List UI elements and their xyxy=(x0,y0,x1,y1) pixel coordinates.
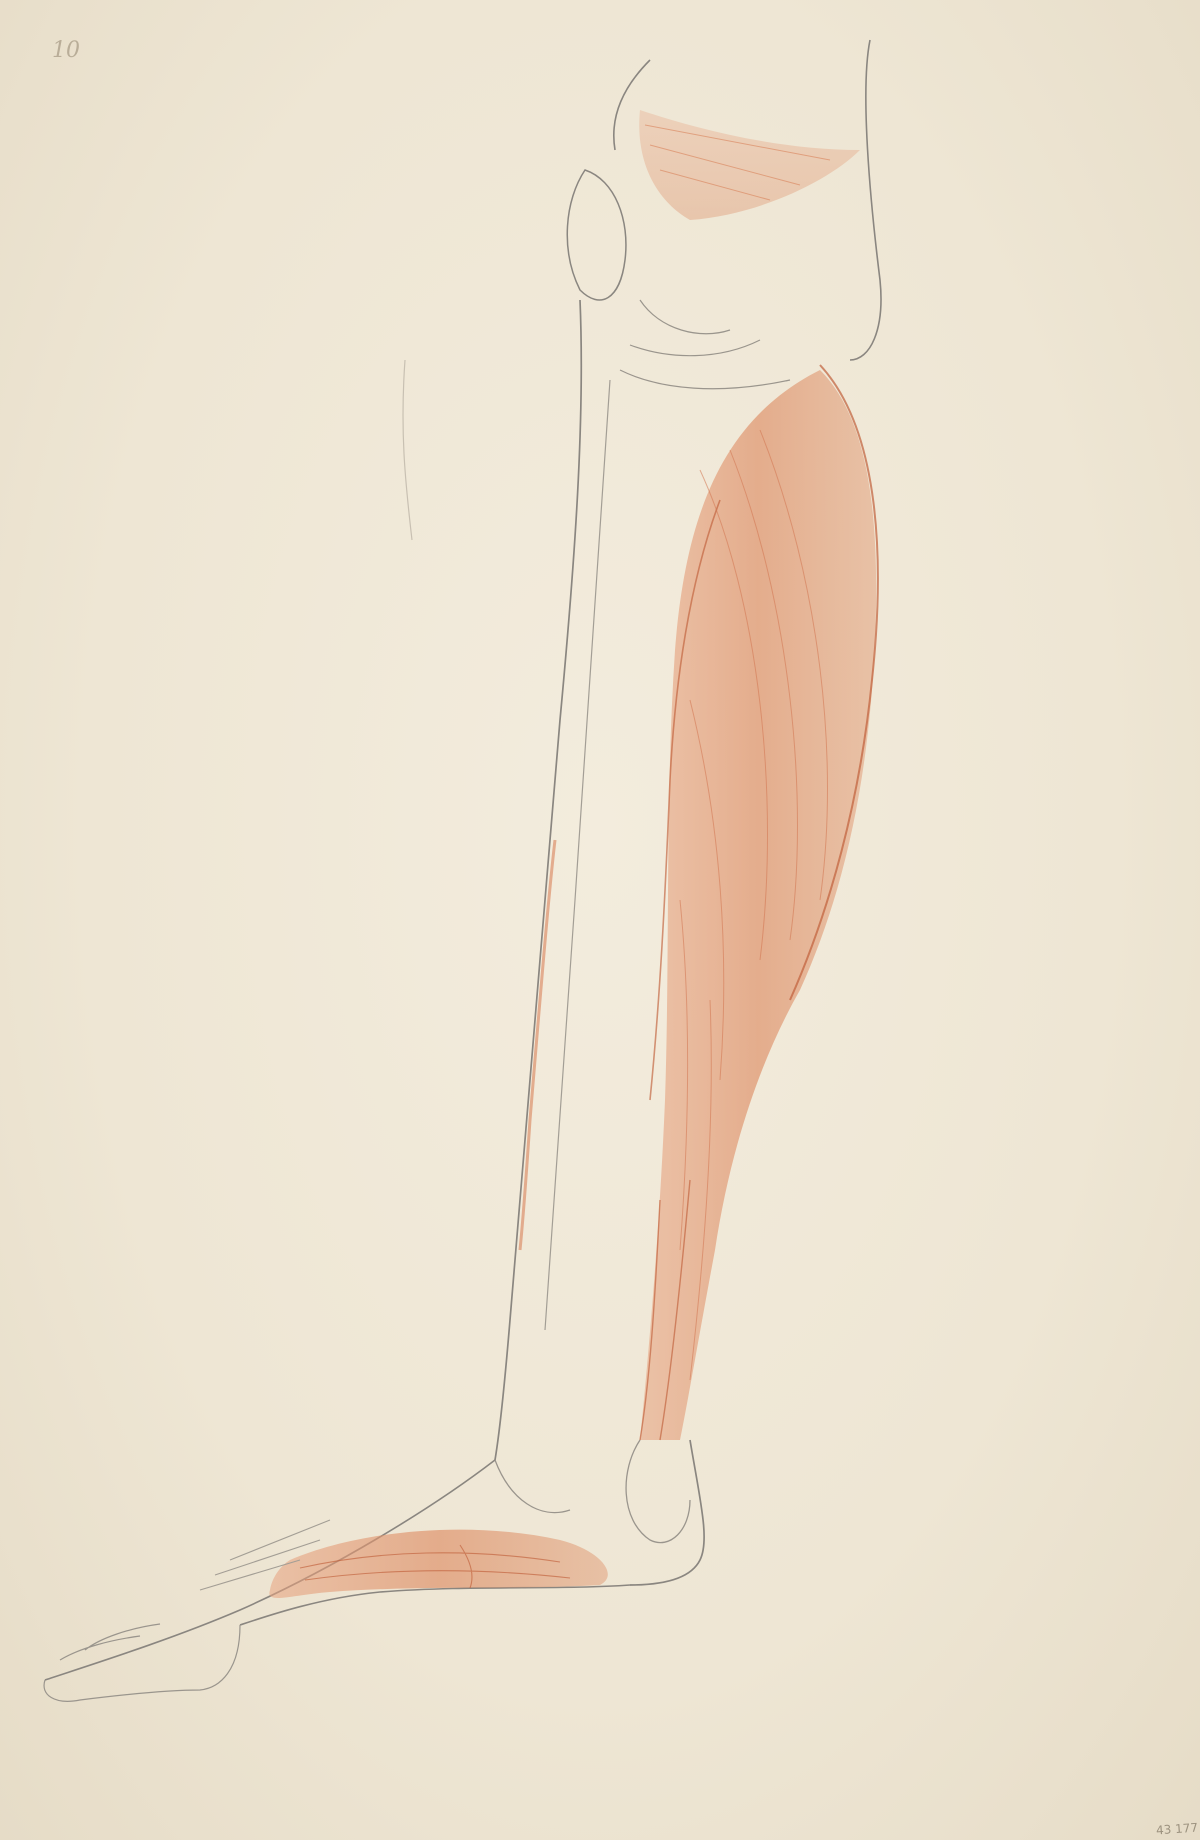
calf-muscles-group xyxy=(640,365,878,1440)
inner-ankle xyxy=(495,1460,570,1513)
toes xyxy=(44,1624,240,1701)
inventory-mark: 43 177 xyxy=(1155,1820,1199,1838)
knee-cap xyxy=(567,170,626,300)
shin-group xyxy=(495,300,610,1460)
shin-front-edge xyxy=(495,300,581,1460)
thigh-chalk-shading xyxy=(639,110,860,220)
shin-chalk-edge xyxy=(520,840,555,1250)
gastrocnemius xyxy=(640,370,876,1440)
ankle-bone xyxy=(626,1440,690,1543)
thigh-knee-group xyxy=(567,40,881,389)
faint-sketch-line xyxy=(403,360,412,540)
achilles-heel xyxy=(630,1440,704,1585)
knee-detail xyxy=(620,300,790,389)
sheet-number: 10 xyxy=(52,38,80,63)
foot-group xyxy=(44,1460,630,1701)
